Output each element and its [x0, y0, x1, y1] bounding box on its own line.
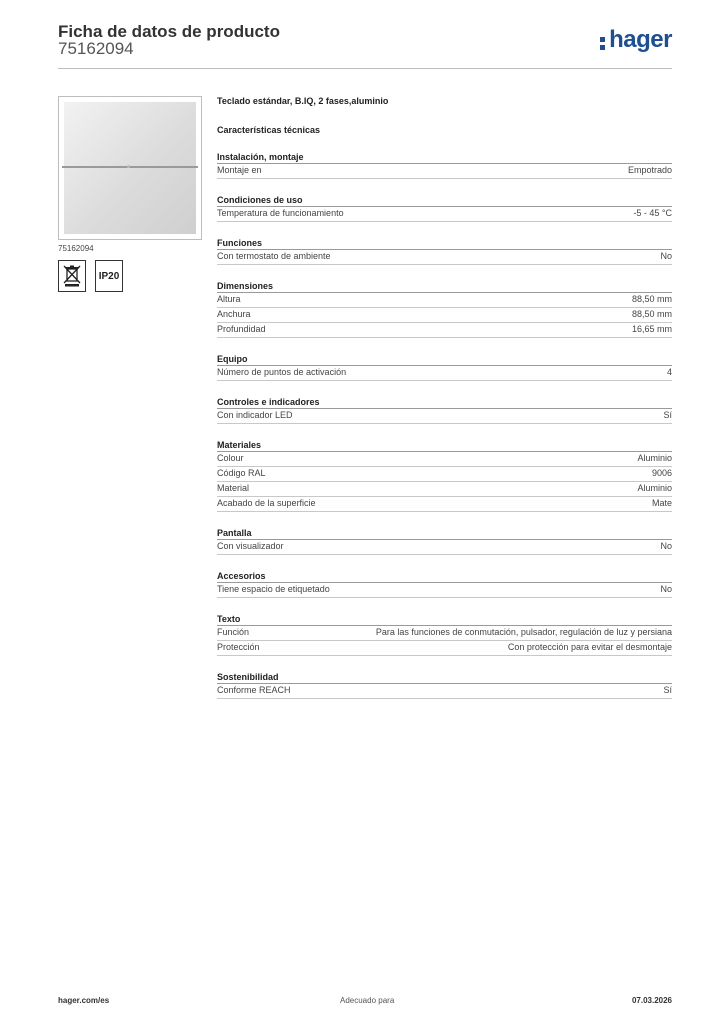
spec-sections: [217, 151, 672, 699]
spec-row: [217, 641, 672, 656]
spec-label: Conforme REACH: [217, 685, 291, 695]
spec-value: No: [660, 541, 672, 551]
section-title: Instalación, montaje: [217, 151, 672, 164]
spec-row: [217, 540, 672, 555]
product-name: Teclado estándar, B.IQ, 2 fases,aluminio: [217, 96, 389, 106]
spec-section: [217, 353, 672, 381]
spec-row: [217, 482, 672, 497]
footer-suitable-for: Adecuado para: [340, 996, 395, 1005]
spec-value: No: [660, 251, 672, 261]
spec-label: Temperatura de funcionamiento: [217, 208, 344, 218]
page-title: Ficha de datos de producto: [58, 22, 280, 41]
spec-value: Con protección para evitar el desmontaje: [507, 642, 672, 652]
spec-value: Sí: [663, 685, 672, 695]
section-title: Dimensiones: [217, 280, 672, 293]
spec-row: [217, 626, 672, 641]
spec-row: [217, 308, 672, 323]
spec-section: [217, 613, 672, 656]
tech-characteristics-title: Características técnicas: [217, 125, 321, 135]
spec-label: Tiene espacio de etiquetado: [217, 584, 330, 594]
spec-value: 88,50 mm: [631, 294, 672, 304]
keypad-led-dot: [127, 165, 130, 168]
spec-label: Profundidad: [217, 324, 266, 334]
spec-section: [217, 280, 672, 338]
section-title: Sostenibilidad: [217, 671, 672, 684]
spec-value: Mate: [651, 498, 672, 508]
spec-value: Aluminio: [637, 453, 672, 463]
spec-value: 88,50 mm: [631, 309, 672, 319]
footer-website: hager.com/es: [58, 996, 110, 1005]
section-title: Texto: [217, 613, 672, 626]
spec-label: Código RAL: [217, 468, 266, 478]
product-code: 75162094: [58, 39, 134, 58]
spec-row: [217, 250, 672, 265]
spec-label: Función: [217, 627, 250, 637]
footer-date: 07.03.2026: [631, 996, 672, 1005]
image-caption: 75162094: [58, 244, 94, 253]
spec-value: Sí: [663, 410, 672, 420]
spec-row: [217, 452, 672, 467]
spec-row: [217, 164, 672, 179]
spec-section: [217, 439, 672, 512]
section-title: Equipo: [217, 353, 672, 366]
spec-section: [217, 194, 672, 222]
spec-value: -5 - 45 °C: [633, 208, 672, 218]
spec-row: [217, 684, 672, 699]
spec-row: [217, 467, 672, 482]
spec-value: Aluminio: [637, 483, 672, 493]
spec-value: Empotrado: [627, 165, 672, 175]
section-title: Pantalla: [217, 527, 672, 540]
spec-section: [217, 527, 672, 555]
section-title: Funciones: [217, 237, 672, 250]
spec-label: Acabado de la superficie: [217, 498, 316, 508]
spec-label: Montaje en: [217, 165, 262, 175]
section-title: Accesorios: [217, 570, 672, 583]
spec-value: 4: [666, 367, 672, 377]
spec-section: [217, 151, 672, 179]
spec-section: [217, 671, 672, 699]
spec-section: [217, 570, 672, 598]
spec-value: Para las funciones de conmutación, pulsador, regulación de luz y persiana: [375, 627, 672, 637]
spec-label: Con indicador LED: [217, 410, 293, 420]
logo-mark-icon: [600, 29, 607, 51]
spec-label: Número de puntos de activación: [217, 367, 347, 377]
spec-row: [217, 323, 672, 338]
ip-rating-badge: IP20: [95, 260, 123, 292]
spec-label: Colour: [217, 453, 244, 463]
product-details: [217, 96, 672, 699]
spec-row: [217, 293, 672, 308]
spec-row: [217, 366, 672, 381]
keypad-plate: [64, 102, 196, 234]
section-title: Controles e indicadores: [217, 396, 672, 409]
section-title: Materiales: [217, 439, 672, 452]
hager-logo: [600, 26, 672, 54]
spec-value: 9006: [651, 468, 672, 478]
spec-label: Altura: [217, 294, 241, 304]
weee-bin-icon: [58, 260, 86, 292]
spec-value: 16,65 mm: [631, 324, 672, 334]
spec-row: [217, 497, 672, 512]
spec-label: Con termostato de ambiente: [217, 251, 331, 261]
spec-row: [217, 583, 672, 598]
spec-label: Protección: [217, 642, 260, 652]
keypad-seam: [62, 166, 198, 168]
page-header: [58, 20, 672, 69]
logo-text: hager: [609, 26, 672, 53]
section-title: Condiciones de uso: [217, 194, 672, 207]
spec-row: [217, 409, 672, 424]
spec-section: [217, 396, 672, 424]
spec-label: Anchura: [217, 309, 251, 319]
spec-section: [217, 237, 672, 265]
spec-label: Con visualizador: [217, 541, 284, 551]
spec-row: [217, 207, 672, 222]
product-image: [58, 96, 202, 240]
spec-value: No: [660, 584, 672, 594]
spec-label: Material: [217, 483, 250, 493]
